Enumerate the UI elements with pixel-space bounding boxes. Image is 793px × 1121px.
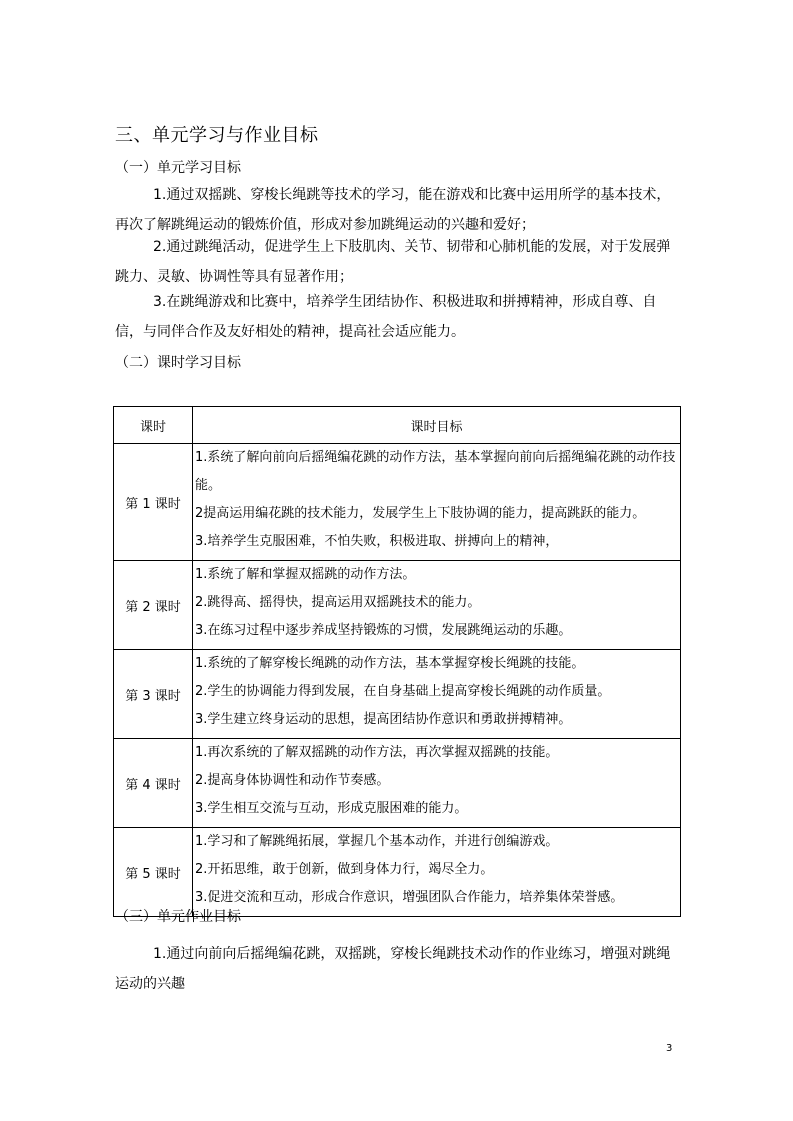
lesson-goals-table — [113, 406, 681, 917]
goal-item: 2.提高身体协调性和动作节奏感。 — [195, 773, 390, 788]
goals-cell — [193, 739, 681, 828]
lesson-cell: 第 4 课时 — [114, 739, 193, 828]
goal-item: 1.学习和了解跳绳拓展，掌握几个基本动作，并进行创编游戏。 — [195, 834, 559, 849]
goal-item: 1.系统的了解穿梭长绳跳的动作方法，基本掌握穿梭长绳跳的技能。 — [195, 656, 585, 671]
goal-item: 2.跳得高、摇得快，提高运用双摇跳技术的能力。 — [195, 595, 481, 610]
table-row — [114, 739, 681, 828]
table-row — [114, 444, 681, 561]
goals-cell — [193, 444, 681, 561]
lesson-cell: 第 5 课时 — [114, 828, 193, 917]
table-row — [114, 561, 681, 650]
section-title: 三、单元学习与作业目标 — [115, 125, 319, 146]
unit-learning-paragraph-1: 1.通过双摇跳、穿梭长绳跳等技术的学习，能在游戏和比赛中运用所学的基本技术，再次了解跳绳运动的锻炼价值，形成对参加跳绳运动的兴趣和爱好； — [115, 187, 671, 233]
goal-item: 3.培养学生克服困难，不怕失败，积极进取、拼搏向上的精神， — [195, 534, 559, 549]
table-header-row — [114, 407, 681, 444]
unit-homework-paragraph-1: 1.通过向前向后摇绳编花跳，双摇跳，穿梭长绳跳技术动作的作业练习，增强对跳绳运动的兴趣 — [115, 946, 671, 992]
goal-item: 2提高运用编花跳的技术能力，发展学生上下肢协调的能力，提高跳跃的能力。 — [195, 506, 646, 521]
goal-item: 1.再次系统的了解双摇跳的动作方法，再次掌握双摇跳的技能。 — [195, 745, 559, 760]
goal-item: 3.学生建立终身运动的思想，提高团结协作意识和勇敢拼搏精神。 — [195, 712, 572, 727]
goal-item: 2.开拓思维，敢于创新，做到身体力行，竭尽全力。 — [195, 862, 494, 877]
unit-learning-paragraph-3: 3.在跳绳游戏和比赛中，培养学生团结协作、积极进取和拼搏精神，形成自尊、自信，与同伴合作及友好相处的精神，提高社会适应能力。 — [115, 294, 657, 340]
header-lesson: 课时 — [114, 407, 193, 444]
table-row — [114, 650, 681, 739]
page-number: 3 — [666, 1043, 673, 1054]
lesson-cell: 第 1 课时 — [114, 444, 193, 561]
goal-item: 3.促进交流和互动，形成合作意识，增强团队合作能力，培养集体荣誉感。 — [195, 890, 624, 905]
lesson-goals-heading: （二）课时学习目标 — [115, 355, 241, 371]
goal-item: 2.学生的协调能力得到发展，在自身基础上提高穿梭长绳跳的动作质量。 — [195, 684, 611, 699]
goal-item: 1.系统了解向前向后摇绳编花跳的动作方法，基本掌握向前向后摇绳编花跳的动作技能。 — [195, 450, 676, 493]
goals-cell — [193, 828, 681, 917]
lesson-cell: 第 2 课时 — [114, 561, 193, 650]
unit-learning-heading: （一）单元学习目标 — [115, 160, 241, 176]
goal-item: 3.在练习过程中逐步养成坚持锻炼的习惯，发展跳绳运动的乐趣。 — [195, 623, 572, 638]
header-goals: 课时目标 — [193, 407, 681, 444]
goal-item: 1.系统了解和掌握双摇跳的动作方法。 — [195, 567, 416, 582]
goal-item: 3.学生相互交流与互动，形成克服困难的能力。 — [195, 801, 468, 816]
goals-cell — [193, 650, 681, 739]
goals-cell — [193, 561, 681, 650]
table-row — [114, 828, 681, 917]
lesson-cell: 第 3 课时 — [114, 650, 193, 739]
unit-learning-paragraph-2: 2.通过跳绳活动，促进学生上下肢肌肉、关节、韧带和心肺机能的发展，对于发展弹跳力、灵敏、协调性等具有显著作用； — [115, 239, 671, 285]
unit-homework-heading: （三）单元作业目标 — [115, 909, 241, 925]
